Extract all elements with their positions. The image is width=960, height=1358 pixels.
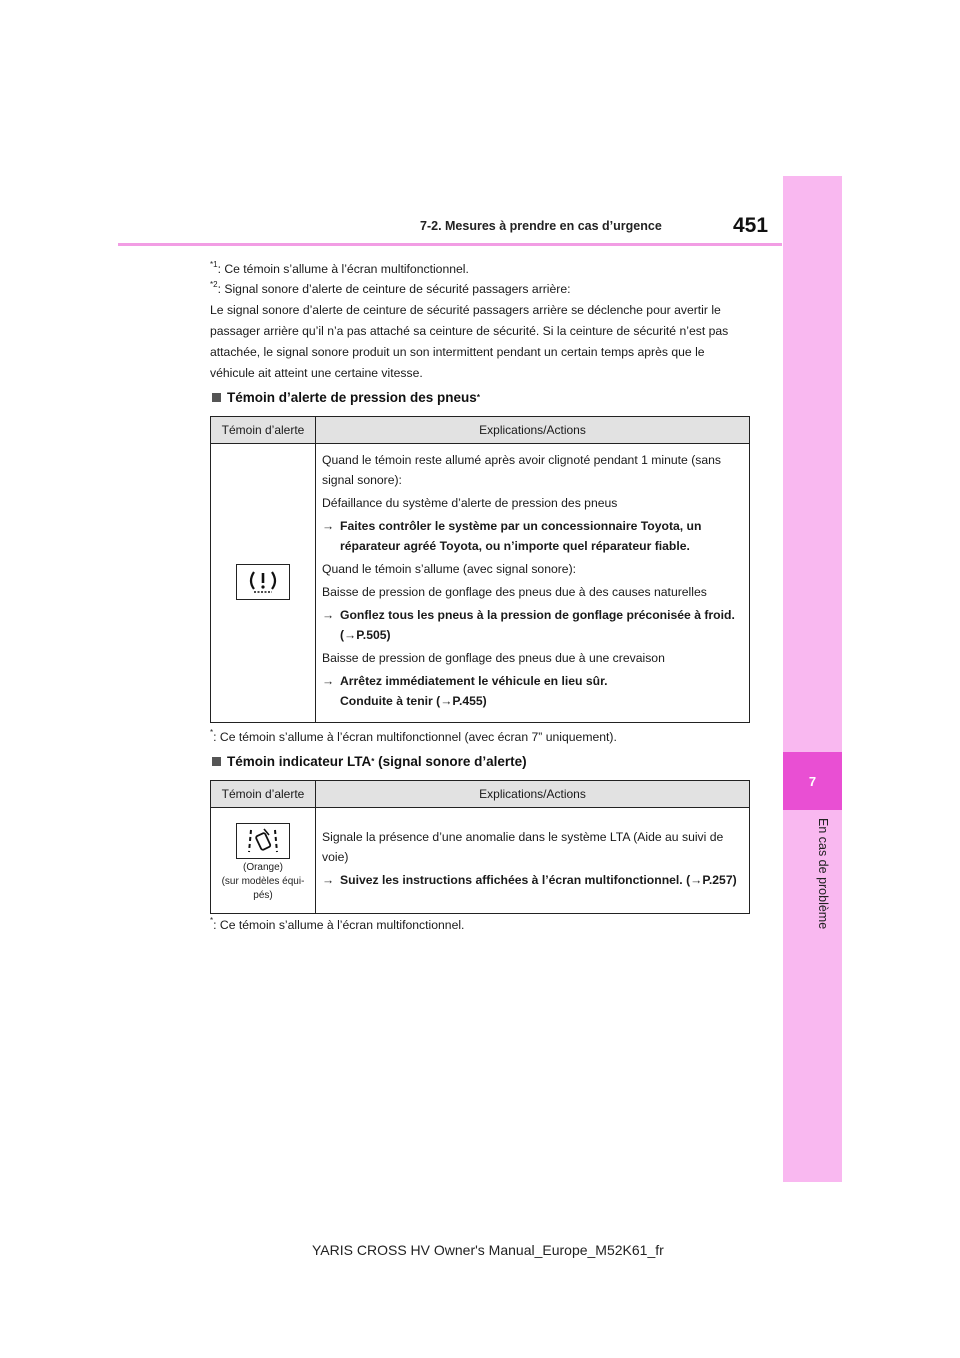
tire-pressure-warning-icon	[236, 564, 290, 600]
chapter-side-tab	[783, 176, 842, 1182]
column-header-explanations: Explications/Actions	[316, 417, 750, 444]
footnote-1: $^{*1}$: Ce témoin s’allume à l’écran multifonctionnel.	[210, 260, 469, 276]
warning-icon-cell	[211, 808, 316, 914]
bullet-square-icon	[212, 757, 221, 766]
lta-explanations: Signale la présence d’une anomalie dans le système LTA (Aide au suivi de voie) → Suivez les instructions affichées à l’écran multifonctionnel. (→P.257)	[316, 808, 750, 914]
footnote-tpms: *: Ce témoin s’allume à l’écran multifonctionnel (avec écran 7” uniquement).	[210, 728, 617, 744]
footnote-2: $^{*2}$: Signal sonore d’alerte de ceinture de sécurité passagers arrière:	[210, 280, 571, 296]
manual-footer: YARIS CROSS HV Owner's Manual_Europe_M52K61_fr	[312, 1242, 664, 1258]
section-heading-lta: Témoin indicateur LTA * (signal sonore d’alerte)	[212, 754, 527, 769]
lta-warning-table	[210, 780, 750, 914]
icon-models-caption: (sur modèles équi-pés)	[221, 876, 305, 901]
bullet-square-icon	[212, 393, 221, 402]
table-row	[211, 444, 750, 723]
column-header-warning: Témoin d’alerte	[211, 417, 316, 444]
chapter-title: En cas de problème	[816, 818, 830, 930]
footnote-lta: *: Ce témoin s’allume à l’écran multifonctionnel.	[210, 916, 465, 932]
column-header-warning: Témoin d’alerte	[211, 781, 316, 808]
column-header-explanations: Explications/Actions	[316, 781, 750, 808]
seatbelt-paragraph: Le signal sonore d’alerte de ceinture de sécurité passagers arrière se déclenche pour avertir le passager arrière qu’il n’a pas attaché sa ceinture de sécurité. Si la ceinture de sécurité n’est pas attachée, le signal sonore produit un son intermittent pendant un certain temps après que le véhicule ait atteint une certaine vitesse.	[210, 303, 729, 380]
lane-tracing-assist-icon	[236, 823, 290, 859]
table-header-row	[211, 417, 750, 444]
section-heading-tpms: Témoin d’alerte de pression des pneus *	[212, 390, 480, 405]
page-number: 451	[733, 214, 769, 237]
header-divider	[118, 243, 782, 246]
chapter-number: 7	[783, 752, 842, 810]
tpms-warning-table	[210, 416, 750, 723]
icon-color-caption: (Orange)	[242, 862, 283, 873]
warning-icon-cell	[211, 444, 316, 723]
table-row	[211, 808, 750, 914]
table-header-row	[211, 781, 750, 808]
tpms-explanations: Quand le témoin reste allumé après avoir clignoté pendant 1 minute (sans signal sonore): Défaillance du système d’alerte de pression des pneus → Faites contrôler le système par un concessionnaire Toyota, un réparateur agréé Toyota, ou n’importe quel réparateur fiable. Quand le témoin s’allume (avec signal sonore): Baisse de pression de gonflage des pneus due à des causes naturelles → Gonflez tous les pneus à la pression de gonflage préconisée à froid. (→P.505) Baisse de pression de gonflage des pneus due à une crevaison → Arrêtez immédiatement le véhicule en lieu sûr. Conduite à tenir (→P.455)	[316, 444, 750, 723]
section-title: 7-2. Mesures à prendre en cas d’urgence	[420, 219, 662, 233]
